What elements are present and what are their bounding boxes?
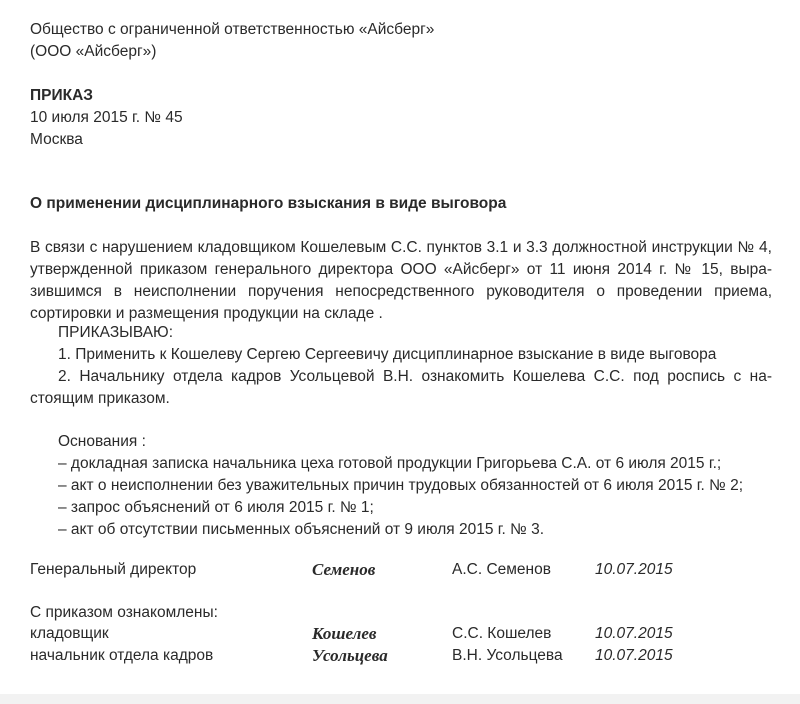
order-word: ПРИКАЗЫВАЮ: xyxy=(58,324,174,341)
body-paragraph-line-4: сортировки и размещения продукции на складе . xyxy=(30,305,383,322)
order-item-1: 1. Применить к Кошелеву Сергею Сергеевичу дисциплинарное взыскание в виде выговора xyxy=(58,346,717,363)
order-title: ПРИКАЗ xyxy=(30,87,93,104)
signature-date: 10.07.2015 xyxy=(595,625,673,642)
grounds-item: – докладная записка начальника цеха готовой продукции Григорьева С.А. от 6 июля 2015 г.; xyxy=(58,455,722,472)
acquainted-title: С приказом ознакомлены: xyxy=(30,604,218,621)
order-item-2-line-2: стоящим приказом. xyxy=(30,390,170,407)
acquainted-signature-row xyxy=(30,645,775,667)
body-paragraph-line-2: утвержденной приказом генерального директора ООО «Айсберг» от 11 июня 2014 г. № 15, выра- xyxy=(30,261,772,278)
director-signature-row xyxy=(30,559,775,581)
signer-role: начальник отдела кадров xyxy=(30,647,214,664)
signer-name: А.С. Семенов xyxy=(452,561,551,578)
grounds-item: – акт об отсутствии письменных объяснений от 9 июля 2015 г. № 3. xyxy=(58,521,545,538)
order-date-number: 10 июля 2015 г. № 45 xyxy=(30,109,183,126)
order-city: Москва xyxy=(30,131,83,148)
body-paragraph-line-3: зившимся в неисполнении поручения непосредственного руководителя о проведении приема, xyxy=(30,283,772,300)
body-paragraph-line-1: В связи с нарушением кладовщиком Кошелевым С.С. пунктов 3.1 и 3.3 должностной инструкции № 4, xyxy=(30,239,772,256)
grounds-title: Основания : xyxy=(58,433,146,450)
signer-name: С.С. Кошелев xyxy=(452,625,552,642)
signer-role: кладовщик xyxy=(30,625,109,642)
signature-date: 10.07.2015 xyxy=(595,561,673,578)
acquainted-signature-row xyxy=(30,623,775,645)
order-item-2-line-1: 2. Начальнику отдела кадров Усольцевой В.Н. ознакомить Кошелева С.С. под роспись с на- xyxy=(58,368,772,385)
handwritten-signature: Усольцева xyxy=(312,646,388,665)
order-subject: О применении дисциплинарного взыскания в виде выговора xyxy=(30,195,507,212)
signature-date: 10.07.2015 xyxy=(595,647,673,664)
signer-name: В.Н. Усольцева xyxy=(452,647,563,664)
organization-full-name: Общество с ограниченной ответственностью «Айсберг» xyxy=(30,21,435,38)
handwritten-signature: Кошелев xyxy=(312,624,377,643)
handwritten-signature: Семенов xyxy=(312,560,376,579)
grounds-item: – запрос объяснений от 6 июля 2015 г. № 1; xyxy=(58,499,374,516)
page-bottom-edge xyxy=(0,694,800,704)
organization-short-name: (ООО «Айсберг») xyxy=(30,43,157,60)
grounds-item: – акт о неисполнении без уважительных причин трудовых обязанностей от 6 июля 2015 г. № 2; xyxy=(58,477,744,494)
signer-role: Генеральный директор xyxy=(30,561,197,578)
